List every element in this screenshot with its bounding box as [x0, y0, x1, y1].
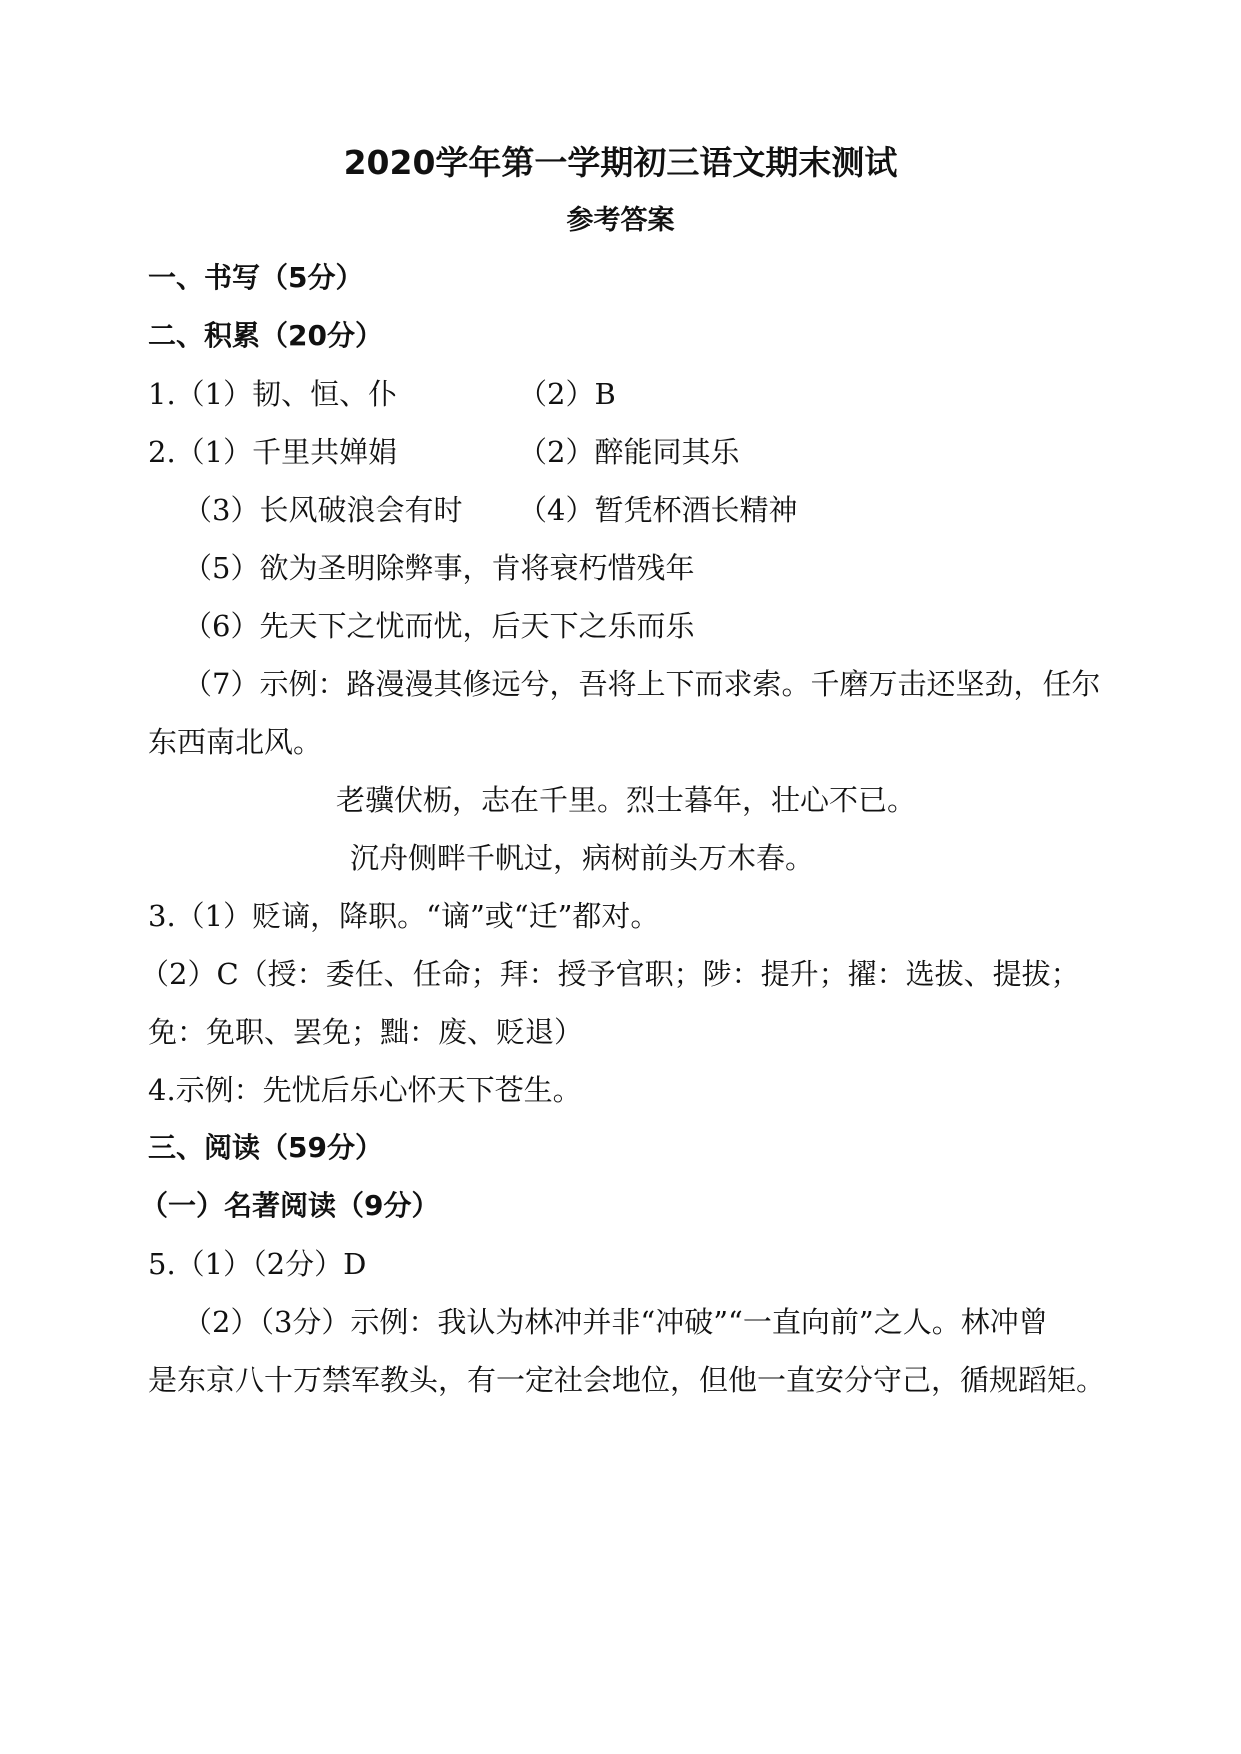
answer-q2-part4: （4）暂凭杯酒长精神 [518, 493, 798, 527]
section-heading-reading: 三、阅读（59分） [148, 1131, 383, 1164]
answer-q2-part6: （6）先天下之忧而忧，后天下之乐而乐 [183, 609, 695, 643]
answer-q1-part1: 1.（1）韧、恒、仆 [148, 377, 398, 411]
answer-q2-part7-example2: 老骥伏枥，志在千里。烈士暮年，壮心不已。 [336, 783, 917, 817]
answer-q5-part1: 5.（1）（2分）D [148, 1247, 367, 1281]
section-heading-writing: 一、书写（5分） [148, 261, 364, 294]
answer-q4: 4.示例：先忧后乐心怀天下苍生。 [148, 1073, 582, 1107]
answer-q2-part2: （2）醉能同其乐 [518, 435, 740, 469]
answer-q2-part7-line1: （7）示例：路漫漫其修远兮，吾将上下而求索。千磨万击还坚劲，任尔 [183, 667, 1101, 701]
section-heading-classics: （一）名著阅读（9分） [140, 1189, 440, 1222]
answer-q2-part1: 2.（1）千里共婵娟 [148, 435, 398, 469]
answer-q2-part3: （3）长风破浪会有时 [183, 493, 463, 527]
answer-q3-part2-line2: 免：免职、罢免；黜：废、贬退） [148, 1015, 584, 1049]
section-heading-accumulation: 二、积累（20分） [148, 319, 383, 352]
answer-q5-part2-line2: 是东京八十万禁军教头，有一定社会地位，但他一直安分守己，循规蹈矩。 [148, 1363, 1106, 1397]
page-title: 2020学年第一学期初三语文期末测试 [343, 143, 898, 182]
answer-q5-part2-line1: （2）（3分）示例：我认为林冲并非“冲破”“一直向前”之人。林冲曾 [183, 1305, 1048, 1339]
answer-q2-part5: （5）欲为圣明除弊事，肯将衰朽惜残年 [183, 551, 695, 585]
answer-q3-part1: 3.（1）贬谪，降职。“谪”或“迁”都对。 [148, 899, 660, 933]
page-subtitle: 参考答案 [566, 205, 675, 236]
answer-q3-part2-line1: （2）C（授：委任、任命；拜：授予官职；陟：提升；擢：选拔、提拔； [140, 957, 1080, 991]
answer-q1-part2: （2）B [518, 377, 616, 411]
answer-q2-part7-line2: 东西南北风。 [148, 725, 323, 759]
answer-q2-part7-example3: 沉舟侧畔千帆过，病树前头万木春。 [350, 841, 815, 875]
